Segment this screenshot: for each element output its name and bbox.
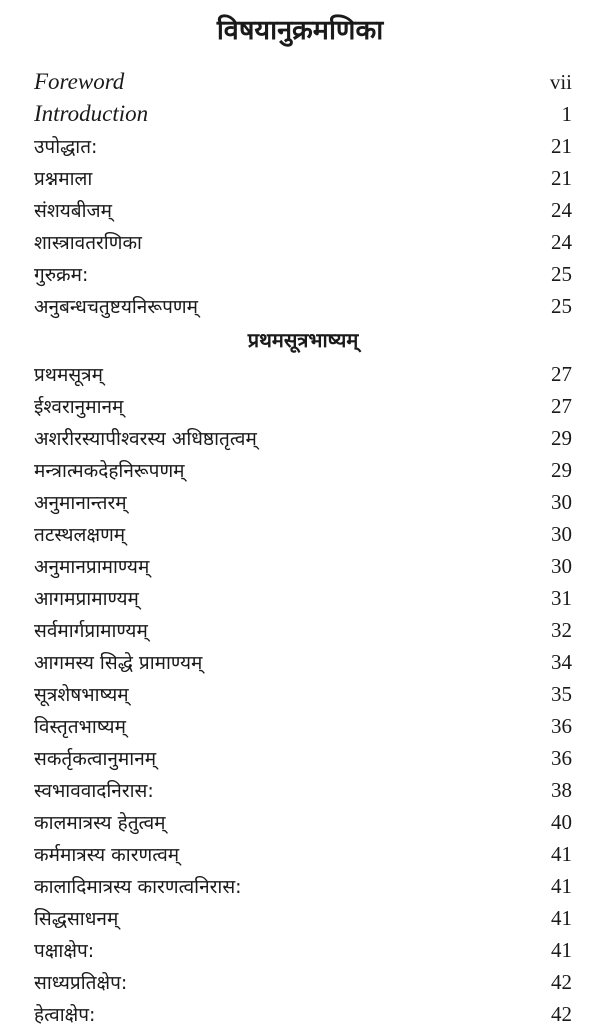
- toc-entry-label: ईश्वरानुमानम्: [34, 396, 124, 418]
- toc-entry-page: 38: [551, 778, 572, 802]
- toc-entry: [34, 902, 572, 934]
- intro-entries: [34, 130, 572, 322]
- toc-entry-page: 42: [551, 1002, 572, 1026]
- page-title: विषयानुक्रमणिका: [216, 15, 384, 46]
- toc-entry-label: संशयबीजम्: [34, 200, 113, 222]
- toc-entry-label: विस्तृतभाष्यम्: [34, 716, 126, 738]
- toc-entry-label: सर्वमार्गप्रामाण्यम्: [34, 620, 148, 642]
- toc-entry: [34, 806, 572, 838]
- toc-entry-label: आगमप्रामाण्यम्: [34, 588, 139, 610]
- toc-entry: [34, 710, 572, 742]
- toc-entry-page: 35: [551, 682, 572, 706]
- toc-entry-label: तटस्थलक्षणम्: [34, 524, 126, 546]
- toc-entry: [34, 646, 572, 678]
- toc-entry-page: 34: [551, 650, 572, 674]
- toc-entry-label: प्रथमसूत्रम्: [34, 364, 104, 386]
- toc-entry: [34, 486, 572, 518]
- toc-entry-page: 24: [551, 198, 572, 222]
- toc-entry: [34, 742, 572, 774]
- toc-entry-page: 24: [551, 230, 572, 254]
- toc-entry: [34, 774, 572, 806]
- toc-entry-page: 36: [551, 714, 572, 738]
- section-heading: प्रथमसूत्रभाष्यम्: [247, 328, 359, 352]
- toc-entry: [34, 518, 572, 550]
- toc-entry-label: प्रश्नमाला: [34, 168, 93, 190]
- toc-entry-page: 41: [551, 874, 572, 898]
- toc-entry: [34, 838, 572, 870]
- toc-entry: [34, 390, 572, 422]
- toc-entry: [34, 226, 572, 258]
- toc-entry: [34, 454, 572, 486]
- toc-entry-page: 40: [551, 810, 572, 834]
- toc-entry-page: 30: [551, 490, 572, 514]
- toc-entry-label: गुरुक्रम:: [34, 264, 89, 286]
- toc-entry-page: 29: [551, 458, 572, 482]
- toc-entry-page: 25: [551, 294, 572, 318]
- toc-entry-label: Foreword: [34, 69, 125, 94]
- toc-entry-label: सिद्धसाधनम्: [34, 908, 119, 930]
- toc-entry: [34, 998, 572, 1030]
- toc-entry-page: 27: [551, 362, 572, 386]
- toc-entry-page: 30: [551, 522, 572, 546]
- toc-entry: [34, 966, 572, 998]
- toc-entry: [34, 358, 572, 390]
- toc-entry-page: 21: [551, 166, 572, 190]
- toc-entry-page: 42: [551, 970, 572, 994]
- toc-entry-page: 25: [551, 262, 572, 286]
- toc-entry-label: सकर्तृकत्वानुमानम्: [34, 748, 157, 770]
- toc-entry-label: पक्षाक्षेप:: [34, 940, 95, 962]
- toc-entry-label: कालमात्रस्य हेतुत्वम्: [34, 812, 166, 834]
- toc-entry: [34, 130, 572, 162]
- toc-entry: [34, 614, 572, 646]
- toc-entry-page: 41: [551, 906, 572, 930]
- toc-entry-label: उपोद्धात:: [34, 136, 98, 158]
- toc-entry-page: 30: [551, 554, 572, 578]
- toc-entry-label: साध्यप्रतिक्षेप:: [34, 972, 128, 994]
- toc-entry-label: सूत्रशेषभाष्यम्: [34, 684, 129, 706]
- toc-entry: [34, 194, 572, 226]
- toc-entry-label: मन्त्रात्मकदेहनिरूपणम्: [34, 460, 185, 482]
- toc-entry: [34, 162, 572, 194]
- section-entries: [34, 358, 572, 1030]
- toc-entry-page: 41: [551, 938, 572, 962]
- toc-entry-page: 29: [551, 426, 572, 450]
- toc-entry-label: कालादिमात्रस्य कारणत्वनिरास:: [34, 876, 242, 898]
- toc-list: [34, 66, 572, 1030]
- toc-entry-label: हेत्वाक्षेप:: [34, 1004, 96, 1026]
- toc-entry: [34, 290, 572, 322]
- toc-entry-label: आगमस्य सिद्धे प्रामाण्यम्: [34, 652, 203, 674]
- toc-entry: [34, 258, 572, 290]
- toc-entry-page: 1: [561, 102, 572, 126]
- toc-entry-label: अशरीरस्यापीश्वरस्य अधिष्ठातृत्वम्: [34, 428, 257, 450]
- toc-entry: [34, 934, 572, 966]
- toc-entry-page: 21: [551, 134, 572, 158]
- toc-entry-label: अनुबन्धचतुष्टयनिरूपणम्: [34, 296, 198, 318]
- toc-entry-page: vii: [549, 70, 572, 94]
- toc-entry-page: 31: [551, 586, 572, 610]
- toc-entry-page: 36: [551, 746, 572, 770]
- toc-entry-label: अनुमानप्रामाण्यम्: [34, 556, 150, 578]
- toc-entry-label: Introduction: [34, 101, 149, 126]
- toc-entry: [34, 582, 572, 614]
- toc-entry-label: अनुमानान्तरम्: [34, 492, 127, 514]
- toc-entry-page: 41: [551, 842, 572, 866]
- toc-entry: [34, 422, 572, 454]
- toc-entry: [34, 66, 572, 98]
- toc-entry-page: 32: [551, 618, 572, 642]
- toc-entry: [34, 870, 572, 902]
- toc-entry: [34, 678, 572, 710]
- toc-entry-label: कर्ममात्रस्य कारणत्वम्: [34, 844, 180, 866]
- toc-entry-page: 27: [551, 394, 572, 418]
- toc-entry-label: स्वभाववादनिरास:: [34, 780, 154, 802]
- toc-entry-label: शास्त्रावतरणिका: [34, 232, 142, 254]
- toc-entry: [34, 550, 572, 582]
- toc-entry: [34, 98, 572, 130]
